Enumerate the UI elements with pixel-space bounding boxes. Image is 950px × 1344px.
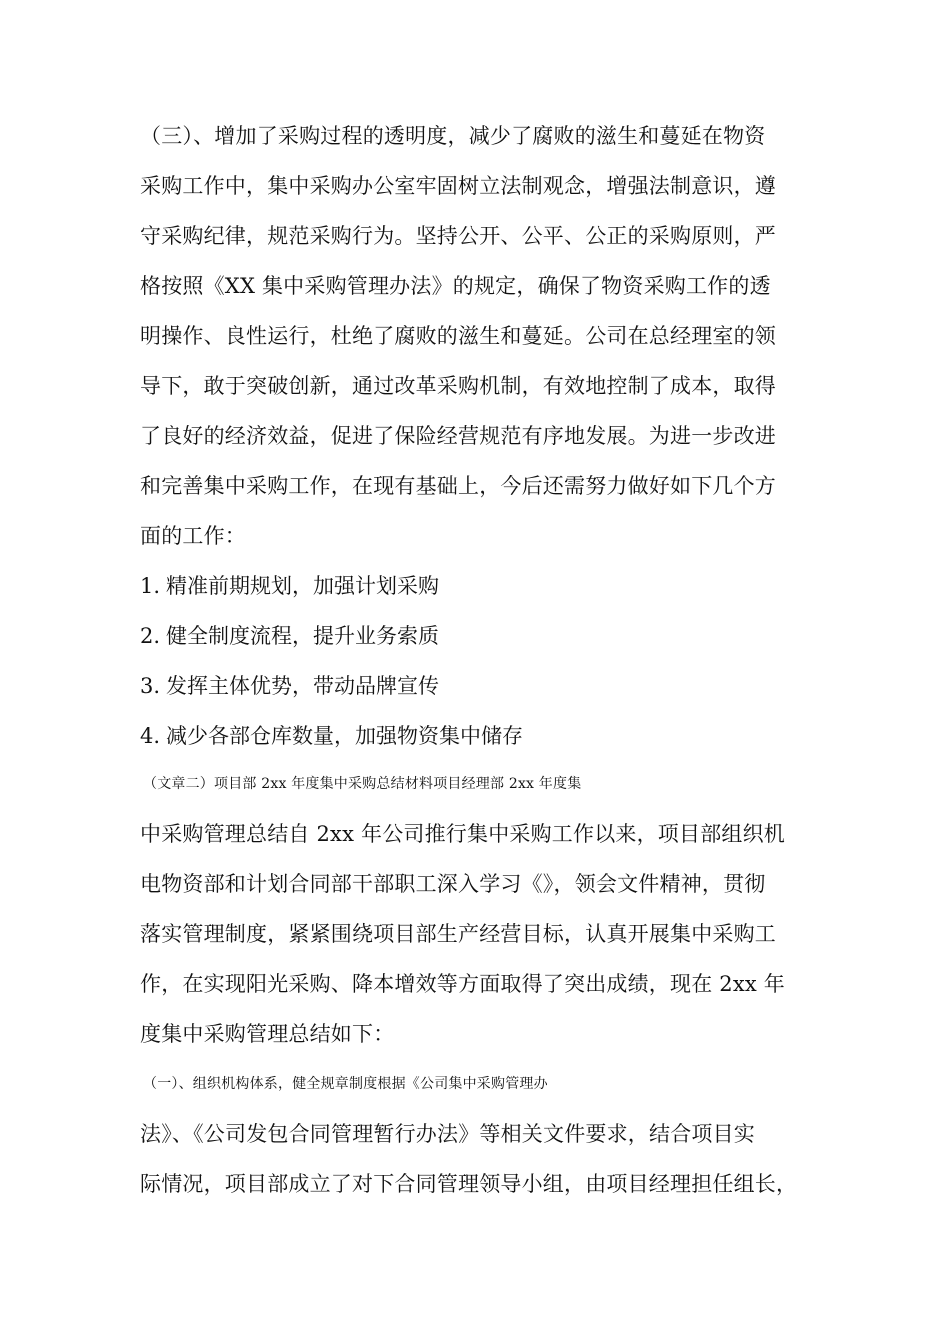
list-item <box>140 723 523 749</box>
list-item-number: 2. <box>140 624 161 648</box>
list-item-number: 1. <box>140 574 161 598</box>
list-item-text: 减少各部仓库数量，加强物资集中储存 <box>166 724 523 748</box>
paragraph-line: 采购工作中，集中采购办公室牢固树立法制观念，增强法制意识，遵 <box>140 174 776 198</box>
paragraph-line: 和完善集中采购工作，在现有基础上，今后还需努力做好如下几个方 <box>140 474 776 498</box>
paragraph-line: （三）、增加了采购过程的透明度，减少了腐败的滋生和蔓延在物资 <box>140 124 766 148</box>
paragraph-line: 格按照《XX 集中采购管理办法》的规定，确保了物资采购工作的透 <box>140 274 771 298</box>
paragraph-line: 际情况，项目部成立了对下合同管理领导小组，由项目经理担任组长， <box>140 1172 798 1196</box>
paragraph-line: 落实管理制度，紧紧围绕项目部生产经营目标，认真开展集中采购工 <box>140 922 776 946</box>
paragraph-line: 明操作、良性运行，杜绝了腐败的滋生和蔓延。公司在总经理室的领 <box>140 324 776 348</box>
list-item <box>140 573 439 599</box>
paragraph-line: 度集中采购管理总结如下： <box>140 1022 395 1046</box>
paragraph-line: 法》、《公司发包合同管理暂行办法》等相关文件要求，结合项目实 <box>140 1122 755 1146</box>
paragraph-line: （一）、组织机构体系，健全规章制度根据《公司集中采购管理办 <box>143 1076 548 1092</box>
paragraph-line: 了良好的经济效益，促进了保险经营规范有序地发展。为进一步改进 <box>140 424 776 448</box>
paragraph-line: 中采购管理总结自 2xx 年公司推行集中采购工作以来，项目部组织机 <box>140 822 785 846</box>
paragraph-line: 作，在实现阳光采购、降本增效等方面取得了突出成绩，现在 2xx 年 <box>140 972 785 996</box>
list-item-text: 发挥主体优势，带动品牌宣传 <box>166 674 439 698</box>
paragraph-line: 面的工作： <box>140 524 246 548</box>
list-item-text: 健全制度流程，提升业务索质 <box>166 624 439 648</box>
list-item <box>140 673 439 699</box>
paragraph-line: （文章二）项目部 2xx 年度集中采购总结材料项目经理部 2xx 年度集 <box>143 776 582 792</box>
paragraph-line: 电物资部和计划合同部干部职工深入学习《》，领会文件精神，贯彻 <box>140 872 766 896</box>
list-item-number: 3. <box>140 674 161 698</box>
list-item <box>140 623 439 649</box>
paragraph-line: 守采购纪律，规范采购行为。坚持公开、公平、公正的采购原则，严 <box>140 224 776 248</box>
list-item-text: 精准前期规划，加强计划采购 <box>166 574 439 598</box>
paragraph-line: 导下，敢于突破创新，通过改革采购机制，有效地控制了成本，取得 <box>140 374 776 398</box>
list-item-number: 4. <box>140 724 161 748</box>
